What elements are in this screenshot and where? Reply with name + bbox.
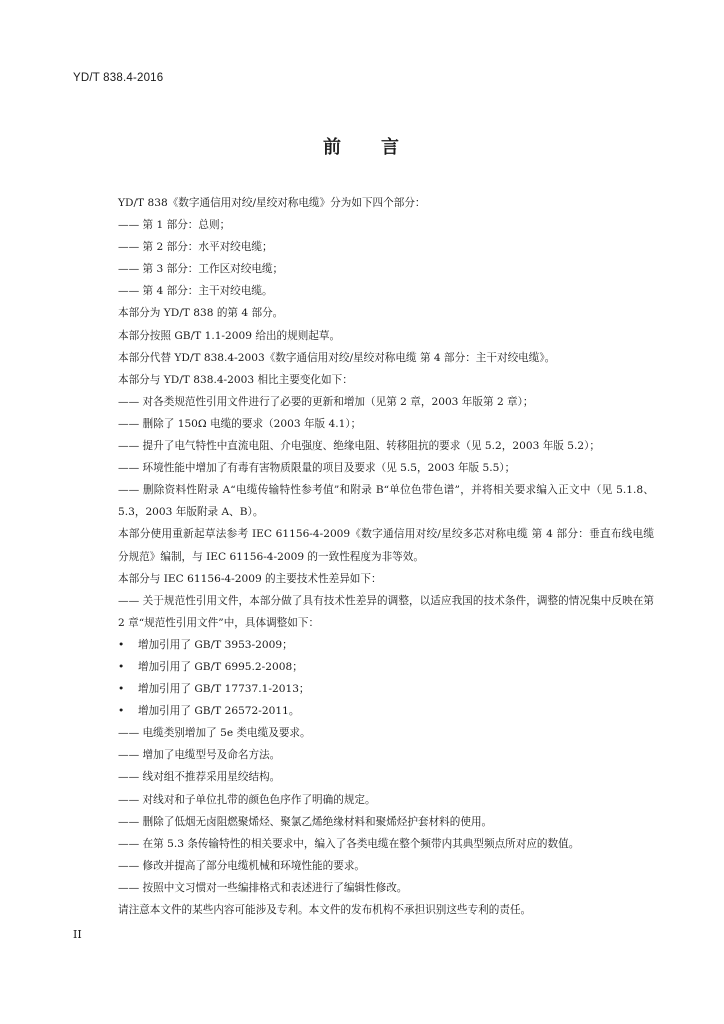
page-number: II	[73, 928, 82, 941]
paragraph: 本部分与 IEC 61156-4-2009 的主要技术性差异如下：	[118, 572, 382, 585]
bullet-item	[98, 678, 654, 700]
bullet-item	[98, 700, 654, 722]
list-item: —— 删除了低烟无卤阻燃聚烯烃、聚氯乙烯绝缘材料和聚烯烃护套材料的使用。	[118, 815, 493, 828]
bullet-item	[98, 634, 654, 656]
bullet-icon: •	[118, 683, 125, 696]
list-item: —— 对各类规范性引用文件进行了必要的更新和增加（见第 2 章，2003 年版第 2 章）；	[118, 395, 534, 408]
bullet-icon: •	[118, 705, 125, 718]
title-char-1: 前	[323, 137, 343, 158]
list-item: —— 第 2 部分：水平对绞电缆；	[118, 241, 273, 254]
list-item: —— 删除了 150Ω 电缆的要求（2003 年版 4.1）；	[118, 417, 362, 430]
list-item: —— 按照中文习惯对一些编排格式和表述进行了编辑性修改。	[118, 881, 408, 894]
bullet-item	[98, 656, 654, 678]
bullet-text: 增加引用了 GB/T 6995.2-2008；	[138, 660, 303, 673]
list-item: —— 环境性能中增加了有毒有害物质限量的项目及要求（见 5.5，2003 年版 5.5）；	[118, 462, 516, 475]
list-item: —— 第 3 部分：工作区对绞电缆；	[118, 263, 284, 276]
bullet-text: 增加引用了 GB/T 26572-2011。	[138, 705, 300, 718]
page-title	[0, 133, 724, 159]
list-item: —— 增加了电缆型号及命名方法。	[118, 749, 281, 762]
paragraph: 本部分与 YD/T 838.4-2003 相比主要变化如下：	[118, 373, 353, 386]
list-item: —— 在第 5.3 条传输特性的相关要求中，编入了各类电缆在整个频带内其典型频点所对应的数值。	[118, 837, 580, 850]
list-item: —— 对线对和子单位扎带的颜色色序作了明确的规定。	[118, 793, 376, 806]
paragraph: YD/T 838《数字通信用对绞/星绞对称电缆》分为如下四个部分：	[118, 197, 426, 209]
bullet-text: 增加引用了 GB/T 17737.1-2013；	[138, 683, 310, 696]
paragraph: 本部分按照 GB/T 1.1-2009 给出的规则起草。	[118, 329, 341, 342]
paragraph: 请注意本文件的某些内容可能涉及专利。本文件的发布机构不承担识别这些专利的责任。	[118, 904, 532, 916]
bullet-text: 增加引用了 GB/T 3953-2009；	[138, 638, 293, 651]
bullet-icon: •	[118, 660, 125, 673]
list-item: 本部分使用重新起草法参考 IEC 61156-4-2009《数字通信用对绞/星绞多芯对称电缆 第 4 部分：垂直布线电缆 分规范》编制，与 IEC 61156-4-2009 的一致性程度为非等效。	[118, 528, 654, 563]
foreword-body	[98, 192, 654, 921]
list-item: —— 电缆类别增加了 5e 类电缆及要求。	[118, 727, 311, 740]
standard-number: YD/T 838.4-2016	[73, 72, 164, 84]
list-item: —— 第 4 部分：主干对绞电缆。	[118, 285, 273, 298]
bullet-icon: •	[118, 638, 125, 651]
list-item: —— 线对组不推荐采用星绞结构。	[118, 771, 281, 784]
paragraph: 本部分为 YD/T 838 的第 4 部分。	[118, 307, 284, 320]
list-item: —— 提升了电气特性中直流电阻、介电强度、绝缘电阻、转移阻抗的要求（见 5.2，2003 年版 5.2）；	[118, 440, 600, 453]
list-item: —— 删除资料性附录 A“电缆传输特性参考值”和附录 B“单位色带色谱”，并将相关要求编入正文中（见 5.1.8、5.3，2003 年版附录 A、B）。	[118, 484, 654, 519]
list-item: —— 关于规范性引用文件，本部分做了具有技术性差异的调整，以适应我国的技术条件，调整的情况集中反映在第 2 章“规范性引用文件”中，具体调整如下：	[118, 594, 654, 629]
paragraph: 本部分代替 YD/T 838.4-2003《数字通信用对绞/星绞对称电缆 第 4 部分：主干对绞电缆》。	[118, 351, 556, 364]
list-item: —— 修改并提高了部分电缆机械和环境性能的要求。	[118, 859, 366, 872]
title-char-2: 言	[381, 137, 401, 158]
list-item: —— 第 1 部分：总则；	[118, 219, 231, 232]
